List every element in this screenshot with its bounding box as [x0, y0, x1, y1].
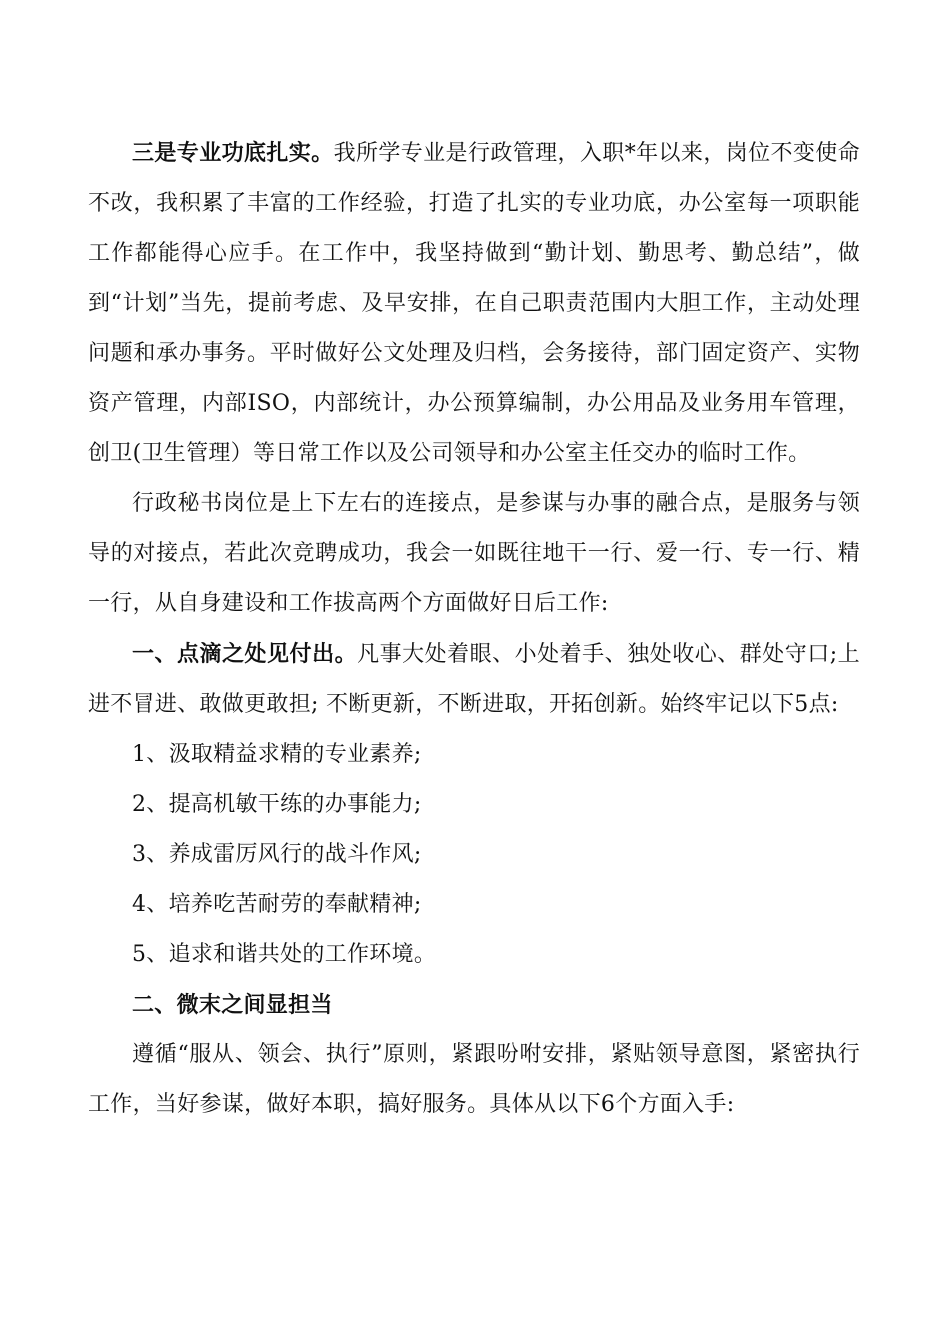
section-heading-one: 一、点滴之处见付出。 [132, 641, 358, 667]
section-heading-two: 二、微末之间显担当 [132, 992, 333, 1018]
list-item: 5、追求和谐共处的工作环境。 [132, 942, 437, 967]
list-item: 2、提高机敏干练的办事能力; [132, 792, 422, 817]
paragraph-body: 行政秘书岗位是上下左右的连接点，是参谋与办事的融合点，是服务与领导的对接点，若此次竞聘成功，我会一如既往地干一行、爱一行、专一行、精一行，从自身建设和工作拔高两个方面做好日后工作: [88, 491, 860, 616]
paragraph-professional-skills [88, 128, 860, 479]
document-page [88, 128, 860, 1130]
paragraph-position-role [88, 479, 860, 629]
paragraph-body: 凡事大处着眼、小处着手、独处收心、群处守口;上进不冒进、敢做更敢担; 不断更新，不断进取，开拓创新。始终牢记以下5点: [88, 642, 860, 717]
list-item: 4、培养吃苦耐劳的奉献精神; [132, 892, 422, 917]
paragraph-body: 遵循“服从、领会、执行”原则，紧跟吩咐安排，紧贴领导意图，紧密执行工作，当好参谋，做好本职，搞好服务。具体从以下6个方面入手: [88, 1042, 860, 1117]
paragraph-section-one [88, 629, 860, 730]
paragraph-lead: 三是专业功底扎实。 [132, 140, 334, 166]
paragraph-body: 我所学专业是行政管理，入职*年以来，岗位不变使命不改，我积累了丰富的工作经验，打造了扎实的专业功底，办公室每一项职能工作都能得心应手。在工作中，我坚持做到“勤计划、勤思考、勤总结”，做到“计划”当先，提前考虑、及早安排，在自己职责范围内大胆工作，主动处理问题和承办事务。平时做好公文处理及归档，会务接待，部门固定资产、实物资产管理，内部ISO，内部统计，办公预算编制，办公用品及业务用车管理，创卫(卫生管理）等日常工作以及公司领导和办公室主任交办的临时工作。 [88, 141, 861, 466]
paragraph-section-two-body [88, 1030, 860, 1130]
list-item: 3、养成雷厉风行的战斗作风; [132, 842, 422, 867]
list-item: 1、汲取精益求精的专业素养; [132, 742, 422, 767]
